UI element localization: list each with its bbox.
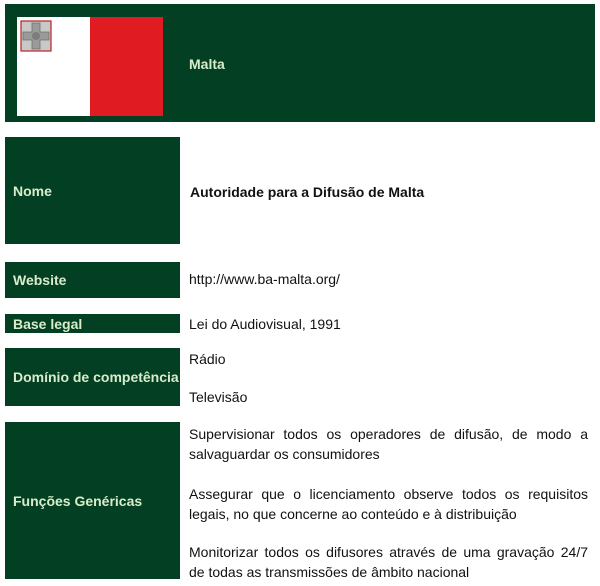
- malta-flag-icon: [17, 17, 163, 116]
- label-base-legal: Base legal: [5, 314, 180, 333]
- label-dominio: Domínio de competência: [5, 348, 180, 406]
- value-dominio-radio: Rádio: [189, 351, 226, 367]
- label-funcoes: Funções Genéricas: [5, 422, 180, 579]
- funcao-item: Assegurar que o licenciamento observe todos os requisitos legais, no que concerne ao conteúdo e à distribuição: [189, 486, 588, 522]
- label-website: Website: [5, 262, 180, 298]
- label-nome: Nome: [5, 137, 180, 244]
- funcao-item: Monitorizar todos os difusores através de uma gravação 24/7 de todas as transmissões de âmbito nacional: [189, 544, 588, 580]
- value-base-legal: Lei do Audiovisual, 1991: [189, 316, 341, 332]
- george-cross-icon: [20, 20, 52, 52]
- funcao-item: Supervisionar todos os operadores de difusão, de modo a salvaguardar os consumidores: [189, 426, 588, 462]
- country-name: Malta: [189, 56, 225, 72]
- value-nome: Autoridade para a Difusão de Malta: [190, 184, 425, 200]
- value-dominio-televisao: Televisão: [189, 389, 248, 405]
- website-link[interactable]: http://www.ba-malta.org/: [189, 271, 340, 287]
